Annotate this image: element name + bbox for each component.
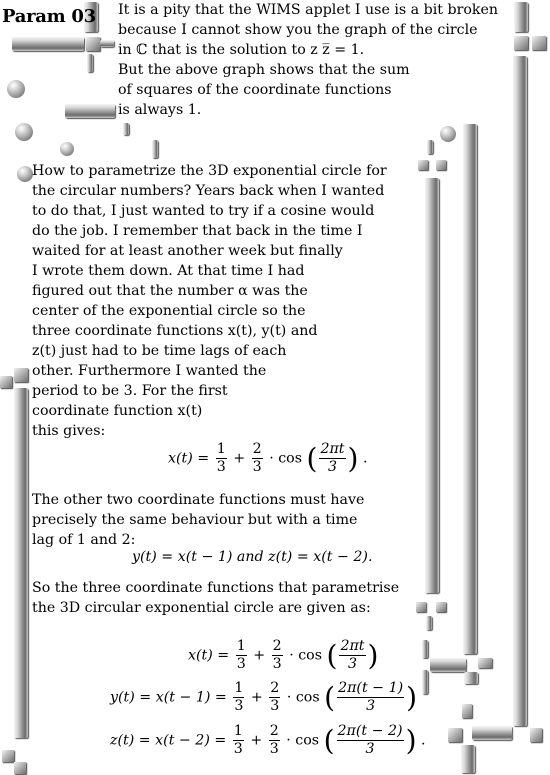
- text-line: center of the exponential circle so the: [32, 303, 306, 319]
- fraction: $\frac{1}{3}$: [216, 441, 226, 475]
- eq-op: +: [250, 689, 263, 706]
- decor-ball: [60, 142, 74, 156]
- equation-system-x: x(t) = $\frac{1}{3}$ + $\frac{2}{3}$ · cos ( $\frac{2\pi t}{3}$ ): [188, 638, 379, 672]
- decor-bar: [100, 40, 114, 47]
- decor-knob: [2, 750, 14, 762]
- equation-system-z: z(t) = x(t − 2) = $\frac{1}{3}$ + $\frac{2}{3}$ · cos ( $\frac{2\pi(t - 2)}{3}$ ) .: [110, 723, 426, 757]
- decor-bar: [463, 124, 477, 654]
- decor-bar: [464, 672, 478, 684]
- text-line: this gives:: [32, 423, 106, 439]
- decor-knob: [532, 36, 546, 50]
- text-line: precisely the same behaviour but with a time: [32, 512, 358, 528]
- decor-bar: [422, 670, 428, 694]
- decor-bar: [427, 140, 433, 154]
- eq-lhs: z(t) = x(t − 2) =: [110, 732, 227, 749]
- equation-system-y: y(t) = x(t − 1) = $\frac{1}{3}$ + $\frac{2}{3}$ · cos ( $\frac{2\pi(t - 1)}{3}$ ): [110, 680, 418, 714]
- body-paragraph-3: [32, 578, 399, 618]
- eq-lhs: x(t) =: [188, 647, 230, 664]
- eq-lhs: y(t) = x(t − 1) =: [110, 689, 227, 706]
- eq-end: .: [421, 732, 426, 749]
- decor-knob: [514, 36, 528, 50]
- fraction: $\frac{1}{3}$: [236, 638, 246, 672]
- decor-ball: [15, 123, 33, 141]
- fraction: $\frac{2\pi t}{3}$: [340, 638, 365, 672]
- fraction: $\frac{2}{3}$: [252, 441, 262, 475]
- decor-knob: [14, 368, 28, 382]
- fraction: $\frac{2\pi(t - 2)}{3}$: [337, 723, 403, 757]
- fraction: $\frac{2}{3}$: [269, 723, 279, 757]
- text-line: figured out that the number α was the: [32, 283, 308, 299]
- decor-bar: [65, 104, 115, 118]
- decor-knob: [462, 704, 472, 718]
- decor-bar: [461, 745, 475, 773]
- fraction: $\frac{1}{3}$: [233, 723, 243, 757]
- decor-bar: [123, 123, 129, 135]
- decor-bar: [513, 56, 527, 726]
- eq-cos: · cos: [286, 689, 320, 706]
- eq-op: +: [233, 450, 246, 467]
- eq-op: +: [253, 647, 266, 664]
- decor-bar: [425, 178, 439, 593]
- text-line: other. Furthermore I wanted the: [32, 363, 267, 379]
- eq-lhs: x(t) =: [168, 450, 214, 467]
- fraction: $\frac{2}{3}$: [272, 638, 282, 672]
- decor-knob: [0, 376, 12, 388]
- decor-knob: [530, 728, 542, 742]
- text-line: It is a pity that the WIMS applet I use is a bit broken: [118, 2, 499, 18]
- fraction: $\frac{1}{3}$: [234, 680, 244, 714]
- decor-knob: [448, 728, 462, 742]
- text-line: coordinate function x(t): [32, 403, 203, 419]
- text-line: because I cannot show you the graph of the circle: [118, 22, 478, 38]
- intro-paragraph: [118, 0, 498, 120]
- eq-end: .: [362, 450, 368, 467]
- text-line: is always 1.: [118, 102, 202, 118]
- text-line: do the job. I remember that back in the time I: [32, 223, 363, 239]
- decor-ball: [440, 126, 456, 142]
- text-line: of squares of the coordinate functions: [118, 82, 392, 98]
- text-line: period to be 3. For the first: [32, 383, 228, 399]
- text-line: the circular numbers? Years back when I wanted: [32, 183, 385, 199]
- text-line: to do that, I just wanted to try if a cosine would: [32, 203, 375, 219]
- text-line: the 3D circular exponential circle are given as:: [32, 600, 371, 616]
- decor-bar: [430, 658, 466, 672]
- decor-knob: [416, 602, 426, 612]
- body-paragraph: [32, 161, 387, 441]
- eq-cos: · cos: [286, 732, 320, 749]
- decor-knob: [436, 160, 446, 170]
- decor-knob: [14, 762, 26, 774]
- equation-lags: y(t) = x(t − 1) and z(t) = x(t − 2).: [132, 549, 373, 565]
- decor-bar: [152, 140, 158, 158]
- text-line: in ℂ that is the solution to z z̅ = 1.: [118, 42, 365, 58]
- decor-knob: [436, 602, 446, 612]
- text-line: three coordinate functions x(t), y(t) and: [32, 323, 318, 339]
- text-line: waited for at least another week but finally: [32, 243, 343, 259]
- decor-bar: [87, 54, 93, 72]
- text-line: z(t) just had to be time lags of each: [32, 343, 287, 359]
- text-line: How to parametrize the 3D exponential circle for: [32, 163, 387, 179]
- fraction: $\frac{2}{3}$: [270, 680, 280, 714]
- body-paragraph-2: [32, 490, 364, 550]
- text-line: So the three coordinate functions that parametrise: [32, 580, 400, 596]
- decor-knob: [418, 160, 428, 170]
- eq-cos: · cos: [269, 450, 302, 467]
- decor-bar: [472, 726, 512, 740]
- page-title: Param 03: [2, 6, 96, 27]
- decor-knob: [478, 658, 492, 668]
- fraction: $\frac{2\pi t}{3}$: [320, 441, 345, 475]
- eq-op: +: [250, 732, 263, 749]
- fraction: $\frac{2\pi(t - 1)}{3}$: [338, 680, 404, 714]
- decor-knob: [86, 37, 100, 51]
- text-line: I wrote them down. At that time I had: [32, 263, 305, 279]
- decor-bar: [14, 388, 28, 738]
- equation-x: x(t) = $\frac{1}{3}$ + $\frac{2}{3}$ · cos ( $\frac{2\pi t}{3}$ ) .: [168, 441, 368, 475]
- decor-bar: [422, 640, 428, 658]
- decor-bar: [514, 2, 528, 32]
- decor-bar: [426, 616, 432, 630]
- text-line: The other two coordinate functions must have: [32, 492, 365, 508]
- decor-ball: [7, 80, 25, 98]
- eq-cos: · cos: [289, 647, 322, 664]
- text-line: lag of 1 and 2:: [32, 532, 136, 548]
- decor-ball: [17, 166, 33, 182]
- decor-bar: [12, 37, 84, 51]
- text-line: But the above graph shows that the sum: [118, 62, 410, 78]
